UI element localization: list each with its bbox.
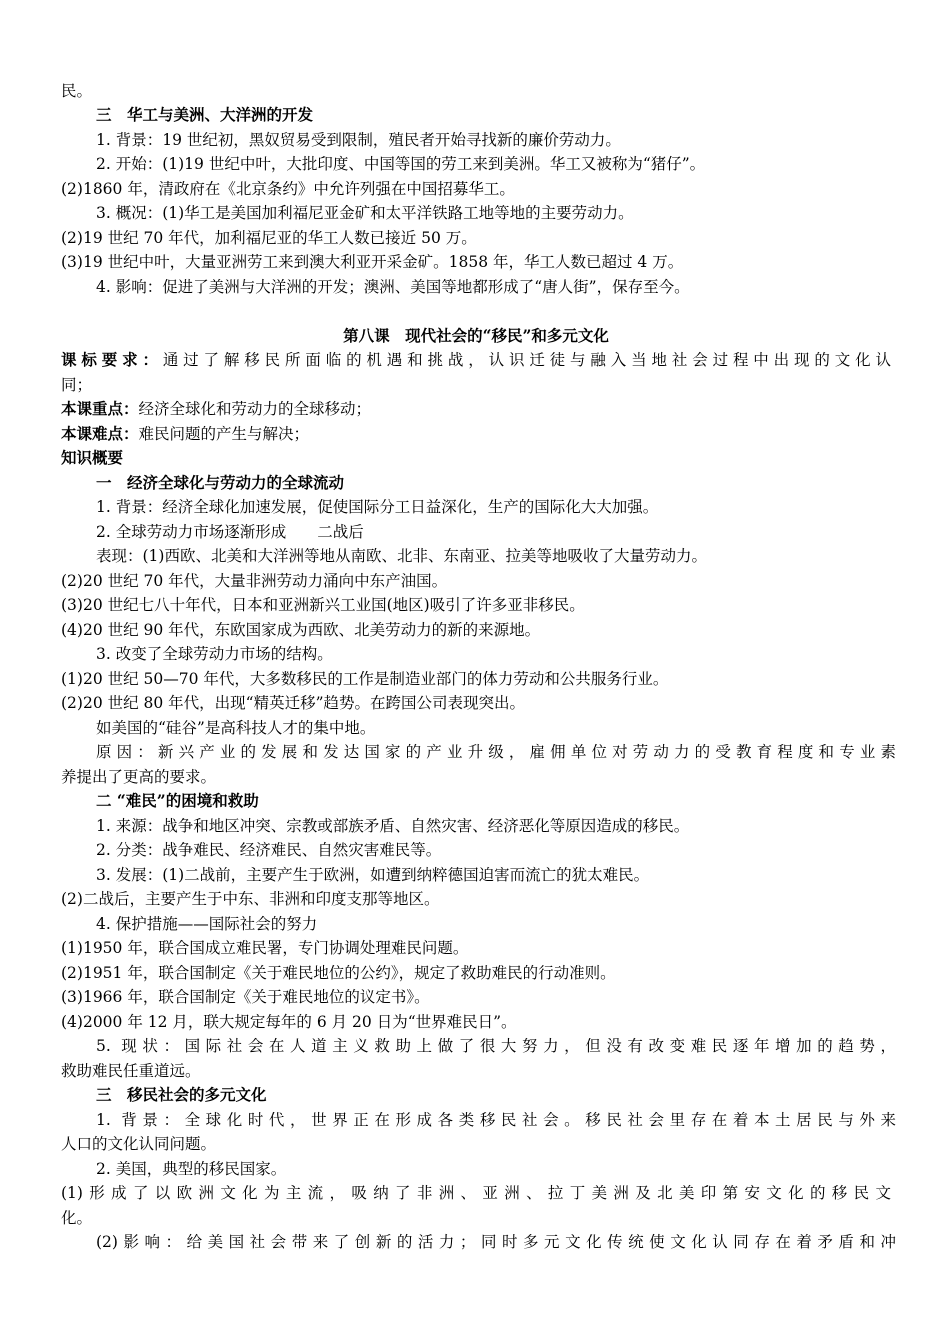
field-value: 难民问题的产生与解决； (138, 425, 310, 443)
text-line: (2)1860 年，清政府在《北京条约》中允许列强在中国招募华工。 (61, 180, 515, 198)
text-line: 原因：新兴产业的发展和发达国家的产业升级，雇佣单位对劳动力的受教育程度和专业素 (96, 743, 896, 761)
text-line: 民。 (61, 82, 93, 100)
field-label: 本课难点： (61, 424, 139, 443)
text-line: 2. 分类：战争难民、经济难民、自然灾害难民等。 (96, 841, 442, 859)
text-line: 2. 全球劳动力市场逐渐形成 二战后 (96, 523, 364, 541)
field-label: 本课重点： (61, 399, 139, 418)
text-line: (2)20 世纪 70 年代，大量非洲劳动力涌向中东产油国。 (61, 572, 448, 590)
section-heading: 二 “难民”的困境和救助 (96, 791, 259, 810)
text-line: 4. 影响：促进了美洲与大洋洲的开发；澳洲、美国等地都形成了“唐人街”，保存至今。 (96, 278, 690, 296)
text-line: (2)二战后，主要产生于中东、非洲和印度支那等地区。 (61, 890, 440, 908)
text-line: 救助难民任重道远。 (61, 1062, 201, 1080)
text-line (61, 348, 891, 372)
text-line: (3)19 世纪中叶，大量亚洲劳工来到澳大利亚开采金矿。1858 年，华工人数已超过 4 万。 (61, 253, 684, 271)
text-line: 1. 背景：经济全球化加速发展，促使国际分工日益深化，生产的国际化大大加强。 (96, 498, 659, 516)
text-line: (1)形成了以欧洲文化为主流，吸纳了非洲、亚洲、拉丁美洲及北美印第安文化的移民文 (61, 1184, 891, 1202)
text-line: 化。 (61, 1209, 93, 1227)
field-value: 通过了解移民所面临的机遇和挑战，认识迁徒与融入当地社会过程中出现的文化认 (162, 351, 891, 369)
text-line: (2)20 世纪 80 年代，出现“精英迁移”趋势。在跨国公司表现突出。 (61, 694, 526, 712)
text-line: 1. 来源：战争和地区冲突、宗教或部族矛盾、自然灾害、经济恶化等原因造成的移民。 (96, 817, 690, 835)
text-line: 同； (61, 376, 93, 394)
text-line: 如美国的“硅谷”是高科技人才的集中地。 (96, 719, 376, 737)
text-line: (4)20 世纪 90 年代，东欧国家成为西欧、北美劳动力的新的来源地。 (61, 621, 541, 639)
text-line: 2. 美国，典型的移民国家。 (96, 1160, 287, 1178)
field-value: 经济全球化和劳动力的全球移动； (138, 400, 372, 418)
text-line: (4)2000 年 12 月，联大规定每年的 6 月 20 日为“世界难民日”。 (61, 1013, 517, 1031)
text-line: 表现：(1)西欧、北美和大洋洲等地从南欧、北非、东南亚、拉美等地吸收了大量劳动力。 (96, 547, 707, 565)
text-line (61, 397, 891, 421)
text-line: 3. 概况：(1)华工是美国加利福尼亚金矿和太平洋铁路工地等地的主要劳动力。 (96, 204, 634, 222)
text-line: (3)20 世纪七八十年代，日本和亚洲新兴工业国(地区)吸引了许多亚非移民。 (61, 596, 585, 614)
text-line: (2)1951 年，联合国制定《关于难民地位的公约》，规定了救助难民的行动准则。 (61, 964, 616, 982)
lesson-title: 第八课 现代社会的“移民”和多元文化 (343, 326, 609, 345)
section-heading: 知识概要 (61, 448, 124, 467)
text-line: (1)1950 年，联合国成立难民署，专门协调处理难民问题。 (61, 939, 469, 957)
text-line: 4. 保护措施——国际社会的努力 (96, 915, 318, 933)
text-line (61, 422, 891, 446)
text-line: 2. 开始：(1)19 世纪中叶，大批印度、中国等国的劳工来到美洲。华工又被称为“猪仔”。 (96, 155, 706, 173)
text-line: 5. 现状：国际社会在人道主义救助上做了很大努力，但没有改变难民逐年增加的趋势， (96, 1037, 896, 1055)
section-heading: 三 华工与美洲、大洋洲的开发 (96, 105, 314, 124)
text-line: 3. 发展：(1)二战前，主要产生于欧洲，如遭到纳粹德国迫害而流亡的犹太难民。 (96, 866, 650, 884)
text-line: 养提出了更高的要求。 (61, 768, 217, 786)
text-line: (3)1966 年，联合国制定《关于难民地位的议定书》。 (61, 988, 430, 1006)
text-line: 人口的文化认同问题。 (61, 1135, 217, 1153)
text-line: 1. 背景：全球化时代，世界正在形成各类移民社会。移民社会里存在着本土居民与外来 (96, 1111, 896, 1129)
text-line: (1)20 世纪 50—70 年代，大多数移民的工作是制造业部门的体力劳动和公共服务行业。 (61, 670, 669, 688)
text-line: (2)19 世纪 70 年代，加利福尼亚的华工人数已接近 50 万。 (61, 229, 477, 247)
text-line: 1. 背景：19 世纪初，黑奴贸易受到限制，殖民者开始寻找新的廉价劳动力。 (96, 131, 621, 149)
text-line: 3. 改变了全球劳动力市场的结构。 (96, 645, 333, 663)
section-heading: 一 经济全球化与劳动力的全球流动 (96, 473, 345, 492)
section-heading: 三 移民社会的多元文化 (96, 1085, 267, 1104)
field-label: 课标要求： (61, 350, 163, 369)
text-line: (2)影响：给美国社会带来了创新的活力；同时多元文化传统使文化认同存在着矛盾和冲 (96, 1233, 896, 1251)
